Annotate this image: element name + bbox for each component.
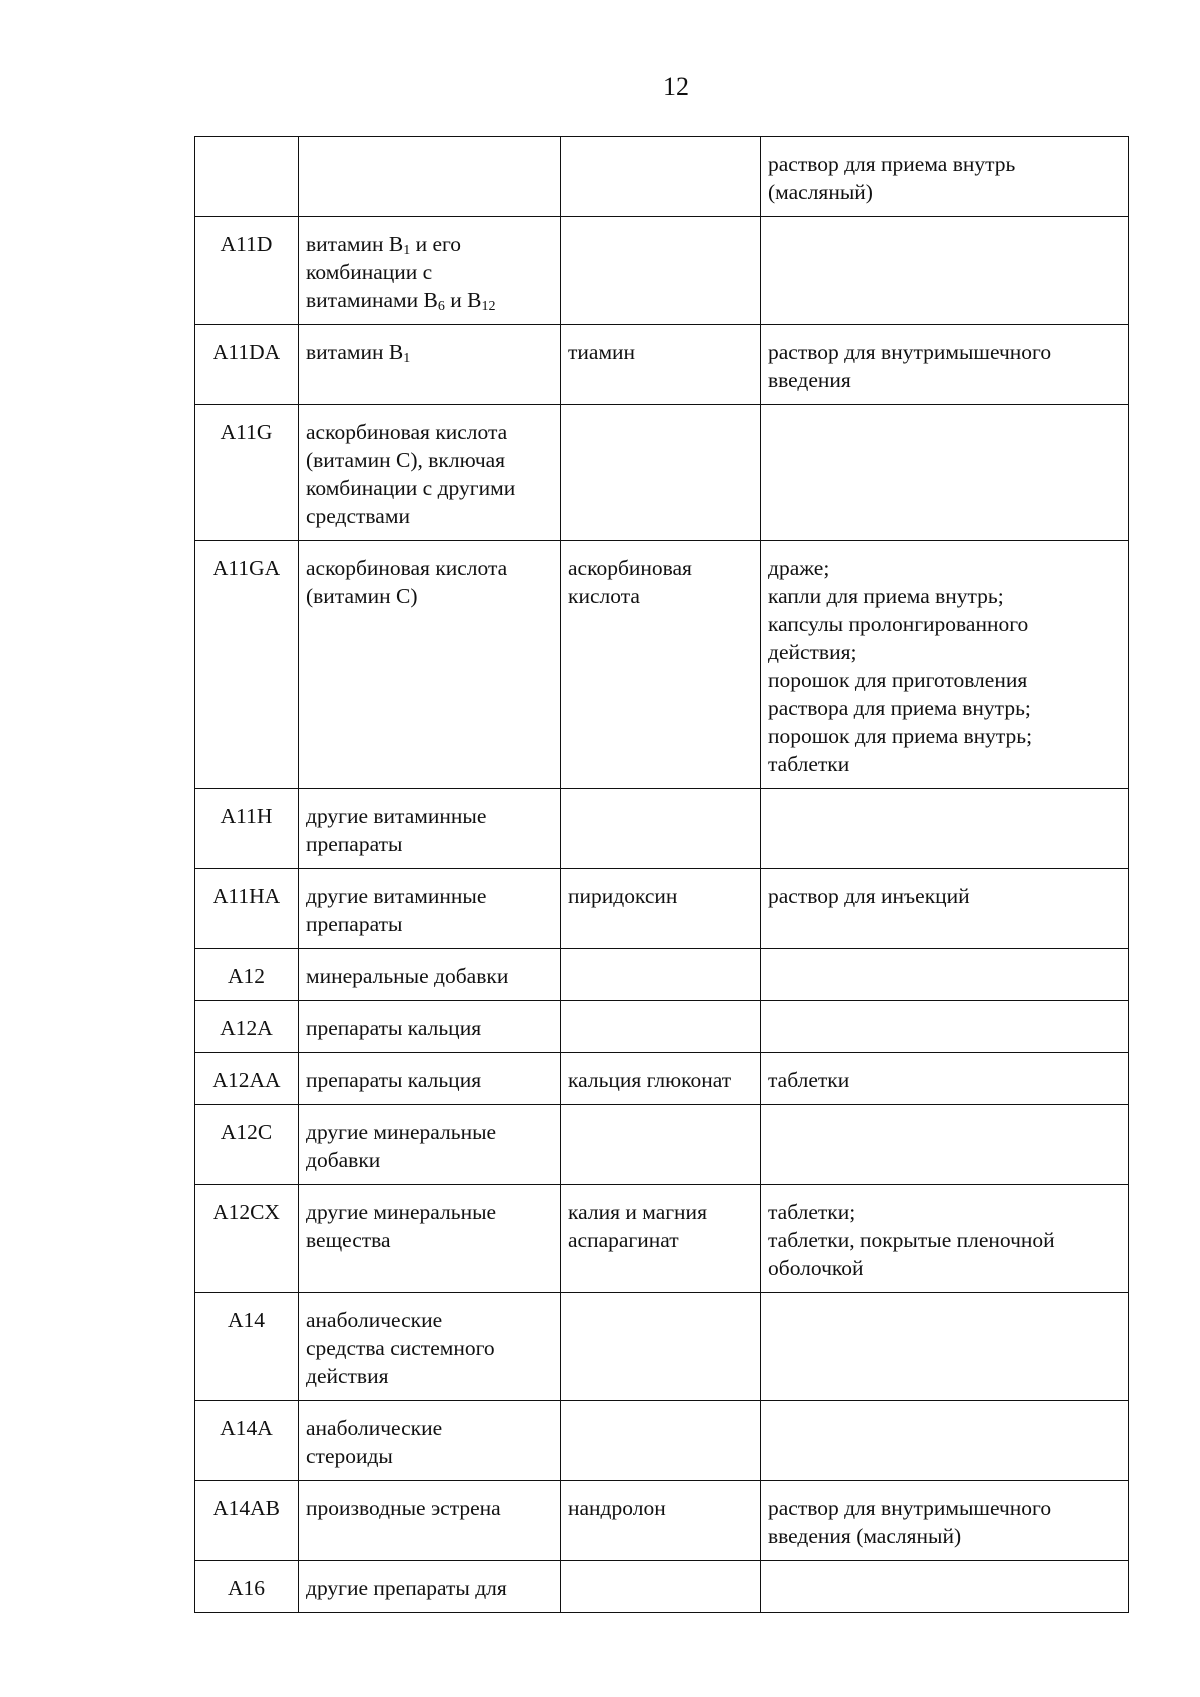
substance-cell bbox=[561, 217, 761, 325]
substance-cell bbox=[561, 949, 761, 1001]
substance-cell bbox=[561, 1293, 761, 1401]
group-name-cell bbox=[299, 217, 561, 325]
group-name-cell bbox=[299, 325, 561, 405]
cell-line: аскорбиновая кислота bbox=[306, 556, 508, 580]
group-name-cell bbox=[299, 137, 561, 217]
dosage-forms-cell bbox=[761, 949, 1129, 1001]
table-row bbox=[195, 1293, 1129, 1401]
group-name-cell bbox=[299, 541, 561, 789]
dosage-forms-cell bbox=[761, 1105, 1129, 1185]
cell-line: комбинации с bbox=[306, 260, 433, 284]
cell-line: порошок для приготовления bbox=[768, 668, 1028, 692]
cell-line: капли для приема внутрь; bbox=[768, 584, 1004, 608]
group-name-cell bbox=[299, 1481, 561, 1561]
cell-line: витаминами $B_6$ и $B_{12}$ bbox=[306, 288, 496, 314]
substance-cell bbox=[561, 1105, 761, 1185]
cell-line: другие витаминные bbox=[306, 804, 487, 828]
cell-line: минеральные добавки bbox=[306, 964, 509, 988]
substance-cell bbox=[561, 1561, 761, 1613]
cell-line: порошок для приема внутрь; bbox=[768, 724, 1033, 748]
table-row bbox=[195, 1105, 1129, 1185]
atc-code-cell: A11HA bbox=[195, 869, 299, 949]
group-name-cell bbox=[299, 1001, 561, 1053]
atc-code-cell bbox=[195, 137, 299, 217]
table-row bbox=[195, 1185, 1129, 1293]
cell-line: стероиды bbox=[306, 1444, 393, 1468]
substance-cell bbox=[561, 1185, 761, 1293]
group-name-cell bbox=[299, 869, 561, 949]
group-name-cell bbox=[299, 1561, 561, 1613]
cell-line: аскорбиновая bbox=[568, 556, 692, 580]
atc-code-cell: A12A bbox=[195, 1001, 299, 1053]
group-name-cell bbox=[299, 405, 561, 541]
table-row bbox=[195, 1561, 1129, 1613]
cell-line: витамин $B_1$ bbox=[306, 340, 411, 366]
atc-code-cell: A12CX bbox=[195, 1185, 299, 1293]
substance-cell bbox=[561, 405, 761, 541]
cell-line: другие минеральные bbox=[306, 1200, 497, 1224]
cell-line: нандролон bbox=[568, 1496, 666, 1520]
substance-cell bbox=[561, 1401, 761, 1481]
group-name-cell bbox=[299, 1401, 561, 1481]
cell-line: драже; bbox=[768, 556, 830, 580]
cell-line: (витамин C), включая bbox=[306, 448, 506, 472]
substance-cell bbox=[561, 1481, 761, 1561]
cell-line: таблетки, покрытые пленочной bbox=[768, 1228, 1055, 1252]
cell-line: действия; bbox=[768, 640, 857, 664]
drug-table bbox=[194, 136, 1129, 1613]
atc-code-cell: A14AB bbox=[195, 1481, 299, 1561]
dosage-forms-cell bbox=[761, 541, 1129, 789]
substance-cell bbox=[561, 869, 761, 949]
dosage-forms-cell bbox=[761, 1185, 1129, 1293]
cell-line: вещества bbox=[306, 1228, 391, 1252]
dosage-forms-cell bbox=[761, 1401, 1129, 1481]
cell-line: средствами bbox=[306, 504, 410, 528]
cell-line: (масляный) bbox=[768, 180, 873, 204]
cell-line: препараты кальция bbox=[306, 1068, 482, 1092]
cell-line: раствор для приема внутрь bbox=[768, 152, 1016, 176]
cell-line: кальция глюконат bbox=[568, 1068, 732, 1092]
dosage-forms-cell bbox=[761, 869, 1129, 949]
substance-cell bbox=[561, 325, 761, 405]
cell-line: раствора для приема внутрь; bbox=[768, 696, 1031, 720]
table-row bbox=[195, 217, 1129, 325]
cell-line: оболочкой bbox=[768, 1256, 864, 1280]
cell-line: таблетки bbox=[768, 1068, 850, 1092]
atc-code-cell: A11GA bbox=[195, 541, 299, 789]
cell-line: (витамин C) bbox=[306, 584, 418, 608]
cell-line: другие минеральные bbox=[306, 1120, 497, 1144]
cell-line: раствор для внутримышечного bbox=[768, 1496, 1052, 1520]
substance-cell bbox=[561, 137, 761, 217]
substance-cell bbox=[561, 1001, 761, 1053]
group-name-cell bbox=[299, 1105, 561, 1185]
table-row bbox=[195, 325, 1129, 405]
dosage-forms-cell bbox=[761, 1293, 1129, 1401]
table-row bbox=[195, 1401, 1129, 1481]
cell-line: калия и магния bbox=[568, 1200, 707, 1224]
cell-line: таблетки; bbox=[768, 1200, 856, 1224]
substance-cell bbox=[561, 789, 761, 869]
cell-line: препараты кальция bbox=[306, 1016, 482, 1040]
cell-line: введения bbox=[768, 368, 851, 392]
atc-code-cell: A11G bbox=[195, 405, 299, 541]
table-body bbox=[195, 137, 1129, 1613]
atc-code-cell: A16 bbox=[195, 1561, 299, 1613]
cell-line: аскорбиновая кислота bbox=[306, 420, 508, 444]
atc-code-cell: A14 bbox=[195, 1293, 299, 1401]
cell-line: другие препараты для bbox=[306, 1576, 507, 1600]
atc-code-cell: A12C bbox=[195, 1105, 299, 1185]
cell-line: комбинации с другими bbox=[306, 476, 516, 500]
table-row bbox=[195, 949, 1129, 1001]
atc-code-cell: A11D bbox=[195, 217, 299, 325]
cell-line: раствор для внутримышечного bbox=[768, 340, 1052, 364]
cell-line: другие витаминные bbox=[306, 884, 487, 908]
table-row bbox=[195, 869, 1129, 949]
dosage-forms-cell bbox=[761, 405, 1129, 541]
dosage-forms-cell bbox=[761, 1561, 1129, 1613]
atc-code-cell: A11DA bbox=[195, 325, 299, 405]
substance-cell bbox=[561, 1053, 761, 1105]
atc-code-cell: A12 bbox=[195, 949, 299, 1001]
substance-cell bbox=[561, 541, 761, 789]
group-name-cell bbox=[299, 1185, 561, 1293]
cell-line: действия bbox=[306, 1364, 389, 1388]
table-row bbox=[195, 137, 1129, 217]
cell-line: витамин $B_1$ и его bbox=[306, 232, 462, 258]
group-name-cell bbox=[299, 789, 561, 869]
table-row bbox=[195, 1053, 1129, 1105]
atc-code-cell: A12AA bbox=[195, 1053, 299, 1105]
cell-line: тиамин bbox=[568, 340, 636, 364]
atc-code-cell: A11H bbox=[195, 789, 299, 869]
table-row bbox=[195, 541, 1129, 789]
dosage-forms-cell bbox=[761, 1481, 1129, 1561]
cell-line: пиридоксин bbox=[568, 884, 678, 908]
dosage-forms-cell bbox=[761, 789, 1129, 869]
atc-code-cell: A14A bbox=[195, 1401, 299, 1481]
cell-line: кислота bbox=[568, 584, 640, 608]
table-row bbox=[195, 1001, 1129, 1053]
cell-line: средства системного bbox=[306, 1336, 495, 1360]
dosage-forms-cell bbox=[761, 1001, 1129, 1053]
table-row bbox=[195, 1481, 1129, 1561]
dosage-forms-cell bbox=[761, 137, 1129, 217]
cell-line: введения (масляный) bbox=[768, 1524, 962, 1548]
table-row bbox=[195, 789, 1129, 869]
cell-line: аспарагинат bbox=[568, 1228, 679, 1252]
dosage-forms-cell bbox=[761, 217, 1129, 325]
cell-line: таблетки bbox=[768, 752, 850, 776]
group-name-cell bbox=[299, 1293, 561, 1401]
dosage-forms-cell bbox=[761, 325, 1129, 405]
cell-line: препараты bbox=[306, 912, 403, 936]
table-row bbox=[195, 405, 1129, 541]
cell-line: анаболические bbox=[306, 1308, 443, 1332]
cell-line: добавки bbox=[306, 1148, 381, 1172]
group-name-cell bbox=[299, 949, 561, 1001]
cell-line: анаболические bbox=[306, 1416, 443, 1440]
cell-line: раствор для инъекций bbox=[768, 884, 970, 908]
page-number: 12 bbox=[663, 72, 689, 101]
cell-line: капсулы пролонгированного bbox=[768, 612, 1029, 636]
dosage-forms-cell bbox=[761, 1053, 1129, 1105]
cell-line: производные эстрена bbox=[306, 1496, 501, 1520]
cell-line: препараты bbox=[306, 832, 403, 856]
group-name-cell bbox=[299, 1053, 561, 1105]
